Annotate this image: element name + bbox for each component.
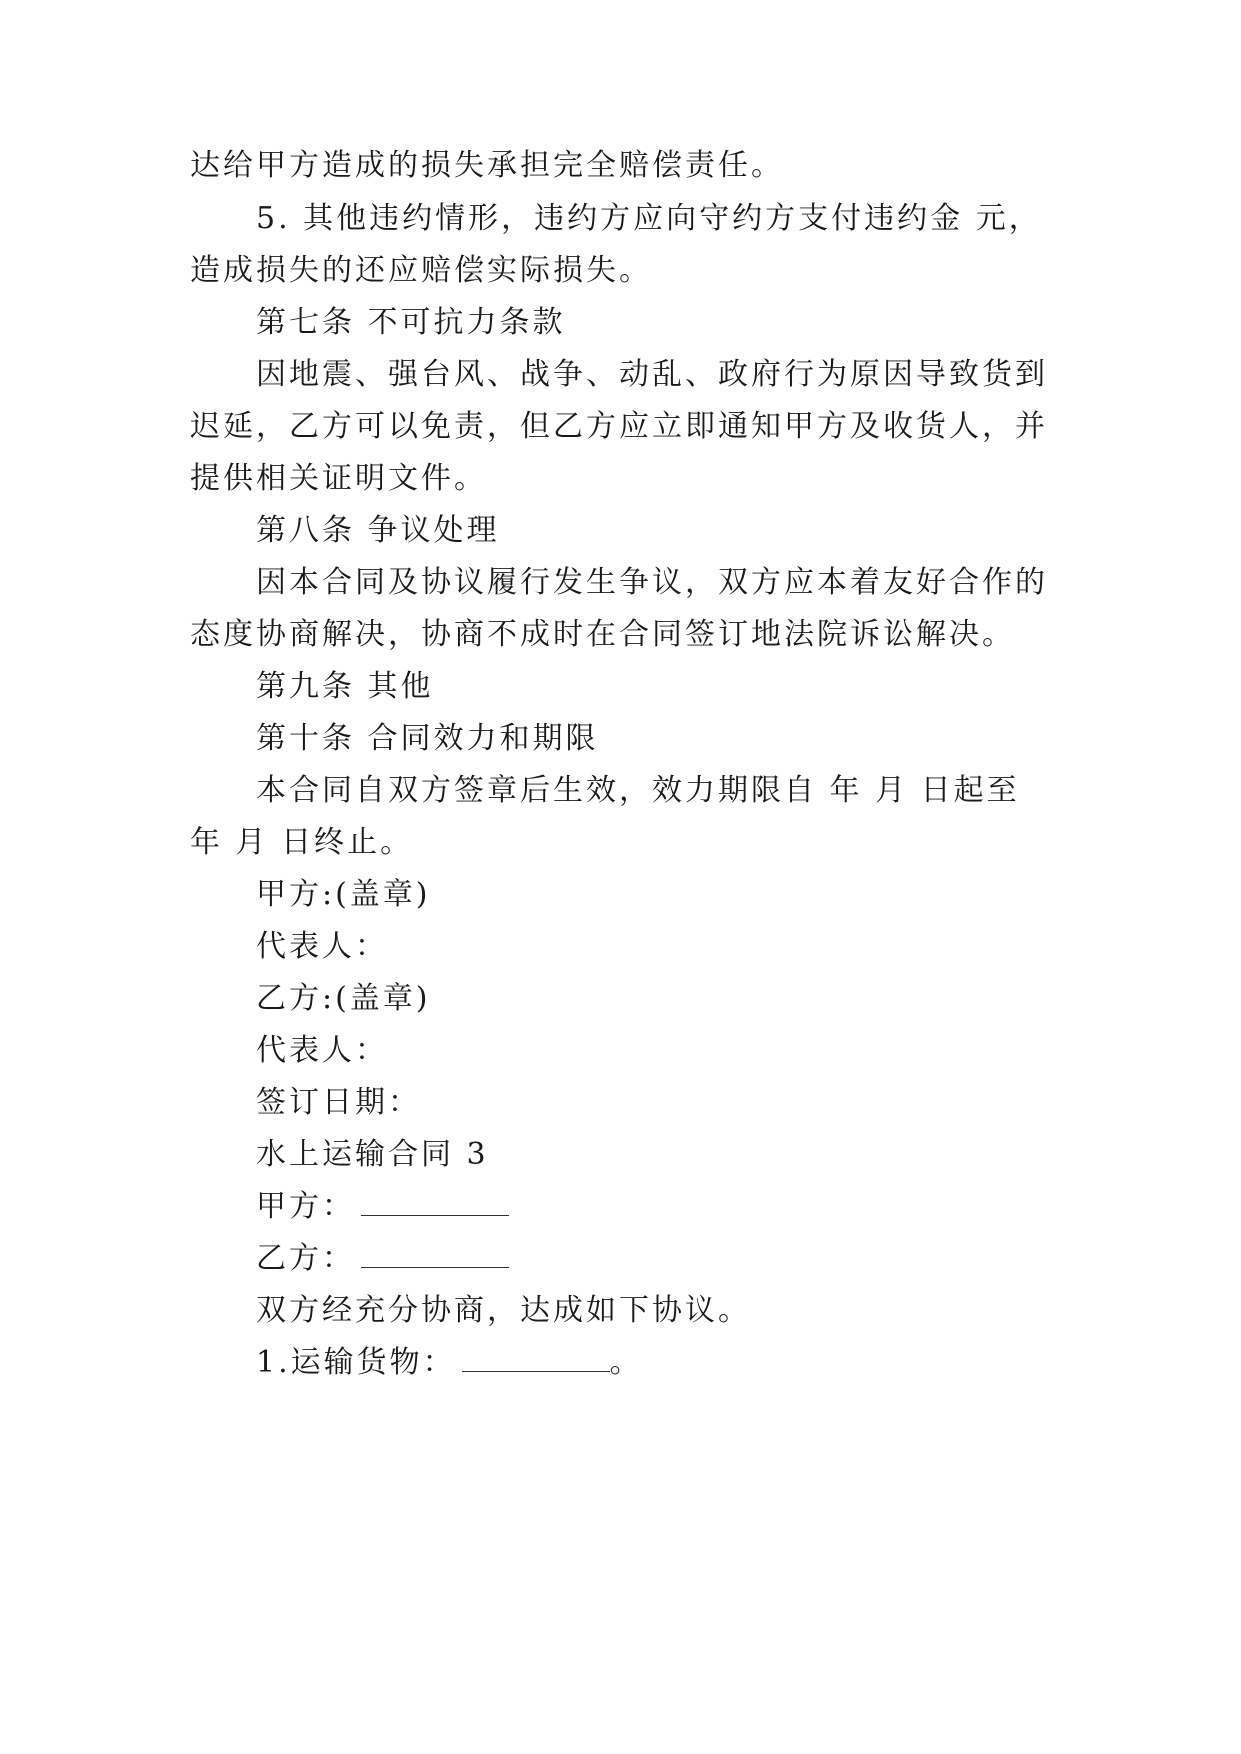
paragraph-line: 态度协商解决，协商不成时在合同签订地法院诉讼解决。	[190, 617, 1015, 652]
party-b-label: 乙方：	[256, 1241, 355, 1276]
party-a-representative: 代表人：	[256, 929, 388, 964]
paragraph-line: 5. 其他违约情形，违约方应向守约方支付违约金 元，	[256, 201, 1042, 236]
paragraph-line: 因本合同及协议履行发生争议，双方应本着友好合作的	[256, 565, 1048, 600]
signing-date: 签订日期：	[256, 1085, 421, 1120]
contract-title: 水上运输合同 3	[256, 1137, 489, 1172]
party-a-label: 甲方：	[256, 1189, 355, 1224]
section-heading-validity: 第十条 合同效力和期限	[256, 721, 599, 756]
section-heading-force-majeure: 第七条 不可抗力条款	[256, 305, 566, 340]
party-b-seal: 乙方:(盖章)	[256, 981, 431, 1016]
section-heading-other: 第九条 其他	[256, 669, 434, 704]
section-heading-dispute: 第八条 争议处理	[256, 513, 500, 548]
cargo-line	[256, 1343, 643, 1383]
paragraph-line: 造成损失的还应赔偿实际损失。	[190, 253, 652, 288]
party-a-blank	[361, 1189, 509, 1216]
cargo-blank	[462, 1345, 610, 1372]
paragraph-line: 因地震、强台风、战争、动乱、政府行为原因导致货到	[256, 357, 1048, 392]
party-b-blank	[361, 1241, 509, 1268]
cargo-label: 1.运输货物：	[256, 1345, 456, 1380]
paragraph-line: 迟延，乙方可以免责，但乙方应立即通知甲方及收货人，并	[190, 409, 1048, 444]
party-a-seal: 甲方:(盖章)	[256, 877, 431, 912]
paragraph-line: 达给甲方造成的损失承担完全赔偿责任。	[190, 148, 784, 183]
cargo-period: 。	[609, 1345, 643, 1380]
paragraph-line: 年 月 日终止。	[190, 825, 414, 860]
party-b-representative: 代表人：	[256, 1033, 388, 1068]
paragraph-line: 提供相关证明文件。	[190, 461, 487, 496]
party-b-line	[256, 1239, 509, 1279]
paragraph-line: 双方经充分协商，达成如下协议。	[256, 1293, 751, 1328]
party-a-line	[256, 1187, 509, 1227]
paragraph-line: 本合同自双方签章后生效，效力期限自 年 月 日起至	[256, 773, 1020, 808]
